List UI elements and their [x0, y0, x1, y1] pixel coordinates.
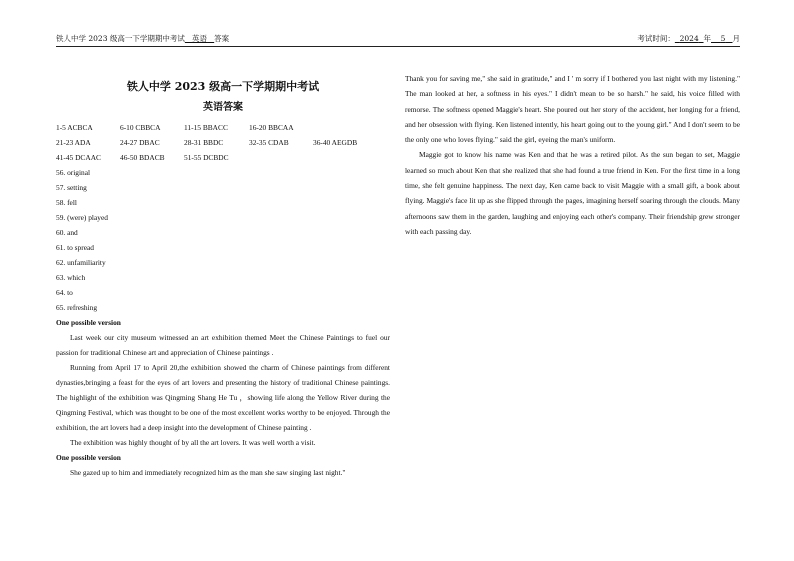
mc-answer: 51-55 DCBDC — [184, 153, 229, 162]
fill-answer: 64. to — [56, 288, 73, 297]
header-subject: 英语 — [192, 34, 208, 43]
mc-answer-row — [56, 150, 390, 165]
mc-answer: 16-20 BBCAA — [249, 123, 294, 132]
writing1-paragraph: Last week our city museum witnessed an art exhibition themed Meet the Chinese Paintings to fuel our passion for traditional Chinese art and appreciation of Chinese paintings . — [56, 333, 390, 357]
mc-answer: 6-10 CBBCA — [120, 123, 161, 132]
fill-answer: 59. (were) played — [56, 213, 108, 222]
writing2-paragraph: She gazed up to him and immediately recognized him as the man she saw singing last night." — [70, 468, 346, 477]
mc-answer: 36-40 AEGDB — [313, 138, 358, 147]
answer-key-right-column — [405, 71, 740, 239]
fill-answer: 58. fell — [56, 198, 77, 207]
mc-answer: 28-31 BBDC — [184, 138, 224, 147]
mc-answer: 21-23 ADA — [56, 138, 91, 147]
mc-answer: 1-5 ACBCA — [56, 123, 93, 132]
fill-answer: 57. setting — [56, 183, 87, 192]
fill-answer: 62. unfamiliarity — [56, 258, 106, 267]
mc-answer: 24-27 DBAC — [120, 138, 160, 147]
writing2-paragraph: Thank you for saving me," she said in gratitude," and I ' m sorry if I bothered you last night with my listening." The man looked at her, a softness in his eyes." I didn't mean to be so harsh." he said, his voice filled with remorse. The softness opened Maggie's heart. She poured out her story of the accident, her longing for a friend, and her obsession with flying. Ken listened intently, his heart going out to the young girl." And I don't seem to be the only one who loves flying." said the girl, eyeing the man's uniform. — [405, 74, 740, 145]
writing2-paragraph: Maggie got to know his name was Ken and that he was a retired pilot. As the sun began to set, Maggie learned so much about Ken that she realized that she had found a true friend in Ken. For the first time in a long time, she felt genuine happiness. The next day, Ken came back to visit Maggie with a small gift, a book about flying. Maggie's face lit up as she flipped through the pages, imagining herself soaring through the clouds. Many afternoons saw them in the garden, laughing and enjoying each other's company. Their friendship grew stronger with each passing day. — [405, 150, 740, 236]
writing1-heading: One possible version — [56, 318, 121, 327]
header-answer-word: 答案 — [214, 34, 230, 43]
fill-answer: 65. refreshing — [56, 303, 98, 312]
writing2-heading: One possible version — [56, 453, 121, 462]
fill-answer: 63. which — [56, 273, 86, 282]
mc-answer-row — [56, 135, 390, 150]
fill-answer: 61. to spread — [56, 243, 94, 252]
fill-answer: 60. and — [56, 228, 78, 237]
fill-answer: 56. original — [56, 168, 91, 177]
header-month: 5 — [720, 34, 726, 43]
answer-key-left-column — [56, 120, 390, 480]
mc-answer-row — [56, 120, 390, 135]
mc-answer: 41-45 DCAAC — [56, 153, 101, 162]
header-exam-time — [637, 33, 740, 45]
page-subtitle: 英语答案 — [203, 102, 243, 113]
writing1-paragraph: Running from April 17 to April 20,the exhibition showed the charm of Chinese paintings from different dynasties,bringing a feast for the eyes of art lovers and presenting the history of traditional Chinese paintings. The highlight of the exhibition was Qingming Shang He Tu ，showing life along the Yellow River during the Qingming Festival, which was thought to be one of the most excellent works worthy to be enjoyed. Through the exhibition, the art lovers had a deep insight into the development of Chinese painting . — [56, 363, 390, 432]
page-header — [56, 33, 740, 47]
header-month-unit: 月 — [732, 34, 740, 43]
mc-answer: 32-35 CDAB — [249, 138, 289, 147]
header-time-label: 考试时间： — [637, 34, 675, 43]
mc-answer: 46-50 BDACB — [120, 153, 165, 162]
page-title: 铁人中学 2023 级高一下学期期中考试 — [126, 80, 320, 93]
header-year: 2024 — [679, 34, 699, 43]
header-exam-info — [56, 33, 229, 45]
writing1-paragraph: The exhibition was highly thought of by all the art lovers. It was well worth a visit. — [70, 438, 316, 447]
header-school-text: 铁人中学 2023 级高一下学期期中考试 — [56, 34, 185, 43]
mc-answer: 11-15 BBACC — [184, 123, 228, 132]
header-year-unit: 年 — [703, 34, 712, 43]
